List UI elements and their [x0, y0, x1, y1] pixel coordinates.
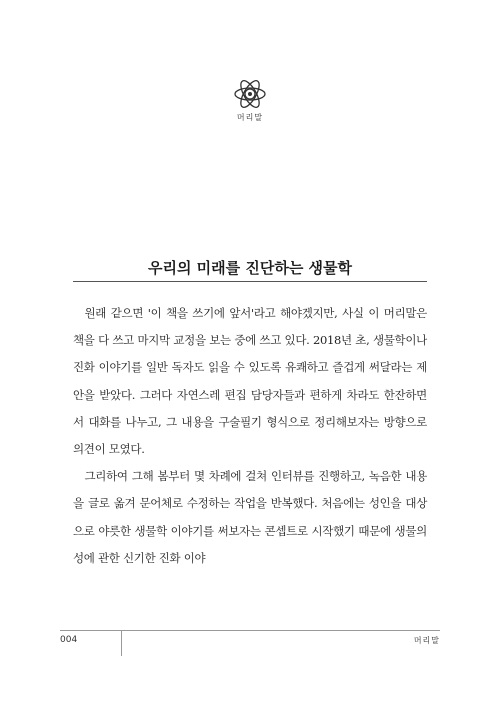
chapter-title: 우리의 미래를 진단하는 생물학 — [147, 259, 353, 277]
section-label: 머리말 — [236, 113, 264, 122]
body-text — [73, 300, 427, 572]
running-head: 머리말 — [413, 636, 440, 645]
paragraph: 그리하여 그해 봄부터 몇 차례에 걸쳐 인터뷰를 진행하고, 녹음한 내용을 글로 옮겨 문어체로 수정하는 작업을 반복했다. 처음에는 성인을 대상으로 야릇한 생물학 이야기를 써보자는 콘셉트로 시작했기 때문에 생물의 성에 관한 신기한 진화 이야 — [73, 469, 427, 565]
page-number: 004 — [60, 635, 78, 645]
footer-divider — [60, 630, 440, 631]
title-divider — [73, 281, 427, 282]
footer-tick — [121, 630, 122, 656]
atom-orbit-icon — [218, 74, 282, 114]
paragraph: 원래 같으면 '이 책을 쓰기에 앞서'라고 해야겠지만, 사실 이 머리말은 책을 다 쓰고 마지막 교정을 보는 중에 쓰고 있다. 2018년 초, 생물학이나 진화 이야기를 일반 독자도 읽을 수 있도록 유쾌하고 즐겁게 써달라는 제안을 받았다. 그러다 자연스레 편집 담당자들과 편하게 차라도 한잔하면서 대화를 나누고, 그 내용을 구술필기 형식으로 정리해보자는 방향으로 의견이 모였다. — [73, 306, 427, 457]
